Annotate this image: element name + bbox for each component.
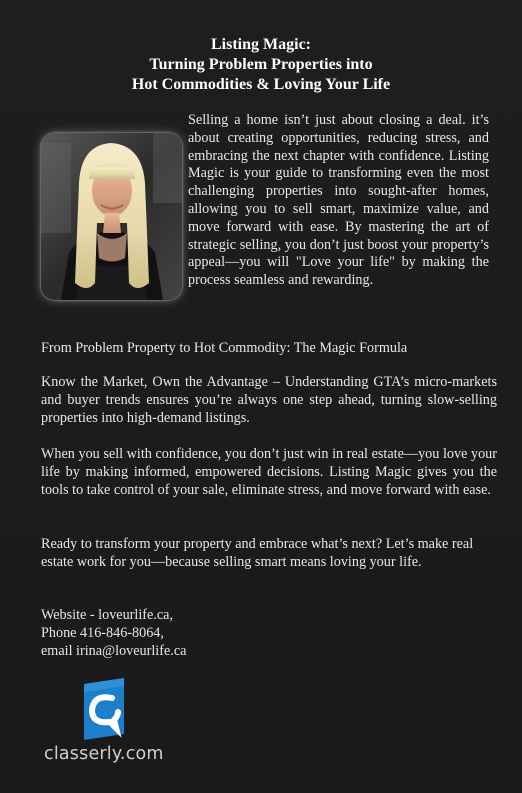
contact-website: Website - loveurlife.ca, — [41, 607, 174, 623]
confidence-paragraph: When you sell with confidence, you don’t just win in real estate—you love your life by making informed, empowered decisions. Listing Magic gives you the tools to take control of your sale, eliminate stress, and move forward with ease. — [41, 446, 497, 498]
title-line-1: Listing Magic: — [211, 36, 311, 53]
title-line-2: Turning Problem Properties into — [149, 56, 373, 73]
agent-portrait-photo — [41, 133, 182, 300]
portrait-illustration — [41, 133, 182, 300]
contact-email: email irina@loveurlife.ca — [41, 642, 187, 659]
title-line-3: Hot Commodities & Loving Your Life — [131, 76, 391, 93]
contact-block — [41, 607, 186, 660]
market-paragraph: Know the Market, Own the Advantage – Understanding GTA’s micro-markets and buyer trends ensures you’re always one step ahead, turning slow-selling properties into high-demand listings. — [41, 374, 497, 426]
intro-paragraph: Selling a home isn’t just about closing a deal. it’s about creating opportunities, reducing stress, and embracing the next chapter with confidence. Listing Magic is your guide to transforming even the most challenging properties into sought-after homes, allowing you to sell smart, maximize value, and move forward with ease. By mastering the art of strategic selling, you don’t just boost your property’s appeal—you will "Love your life" by making the process seamless and rewarding. — [188, 112, 489, 289]
contact-phone: Phone 416-846-8064, — [41, 624, 164, 641]
classerly-logo-icon — [80, 678, 128, 740]
section-heading: From Problem Property to Hot Commodity: The Magic Formula — [41, 340, 408, 356]
ready-paragraph: Ready to transform your property and embrace what’s next? Let’s make real estate work for you—because selling smart means loving your life. — [41, 536, 474, 570]
book-title — [20, 35, 502, 95]
brand-name: classerly.com — [44, 744, 164, 764]
